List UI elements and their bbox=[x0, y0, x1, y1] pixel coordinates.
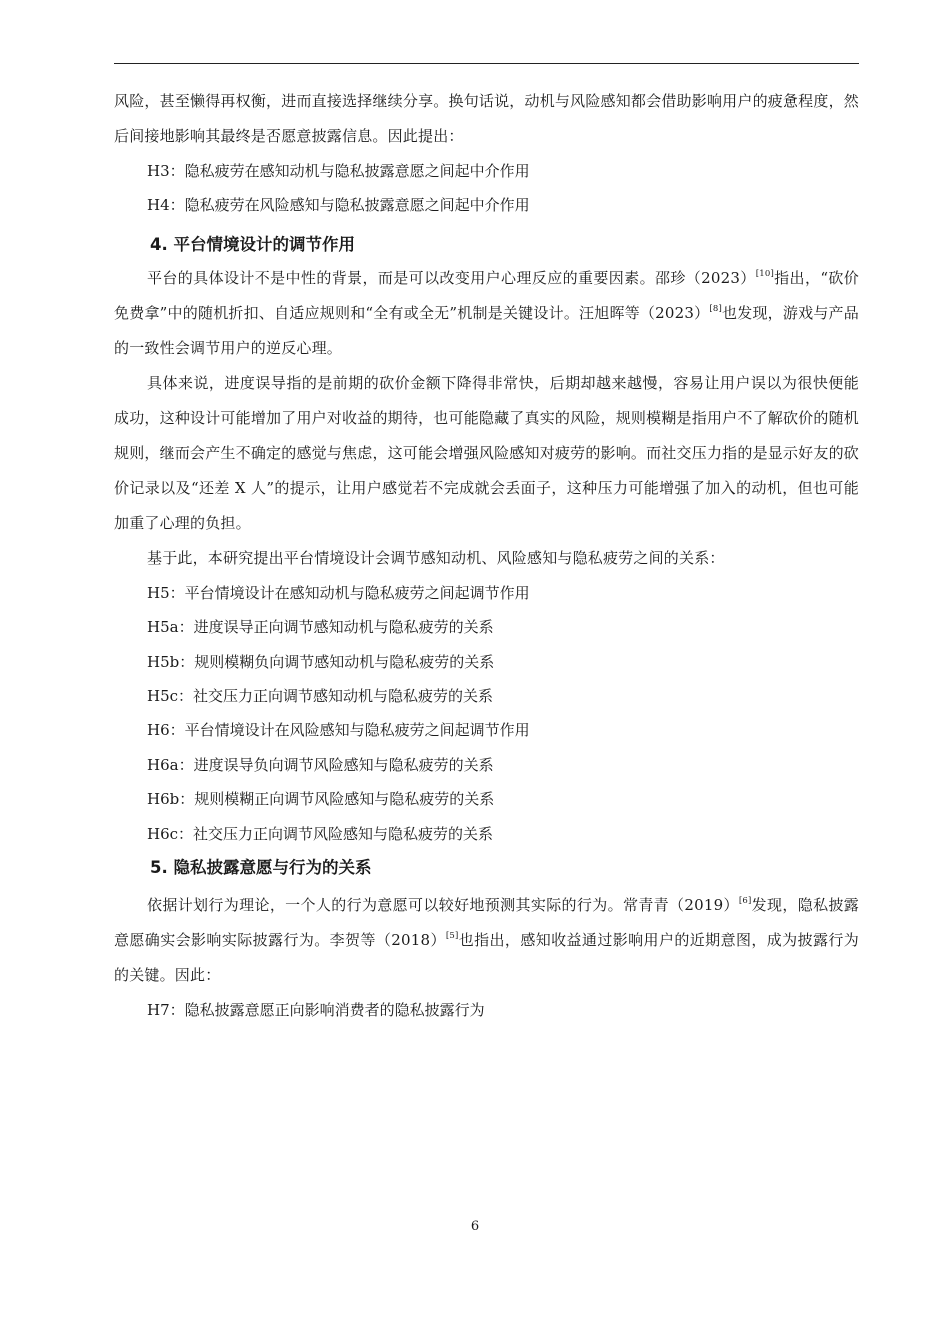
citation-ref: [10] bbox=[755, 268, 774, 279]
hypothesis-item: H6a：进度误导负向调节风险感知与隐私疲劳的关系 bbox=[147, 755, 494, 774]
hypothesis-item: H6：平台情境设计在风险感知与隐私疲劳之间起调节作用 bbox=[147, 721, 530, 740]
text-segment: 指出，“砍价免费拿”中的随机折扣、自适应规则和“全有或全无”机制是关键设计。汪旭晖等（2023） bbox=[114, 268, 859, 322]
paragraph-platform-design bbox=[114, 261, 859, 366]
paragraph-behavior bbox=[114, 888, 859, 993]
paragraph-continuation: 风险，甚至懒得再权衡，进而直接选择继续分享。换句话说，动机与风险感知都会借助影响用户的疲惫程度，然后间接地影响其最终是否愿意披露信息。因此提出： bbox=[114, 92, 859, 145]
hypothesis-item: H5c：社交压力正向调节感知动机与隐私疲劳的关系 bbox=[147, 687, 494, 706]
page-body bbox=[114, 84, 859, 1027]
page-number: 6 bbox=[470, 1219, 480, 1234]
text-segment: 发现，隐私披露意愿确实会影响实际披露行为。李贺等（2018） bbox=[114, 896, 859, 950]
hypothesis-item: H5：平台情境设计在感知动机与隐私疲劳之间起调节作用 bbox=[147, 583, 530, 602]
citation-ref: [6] bbox=[738, 896, 752, 907]
text-segment: 平台的具体设计不是中性的背景，而是可以改变用户心理反应的重要因素。邵珍（2023） bbox=[147, 268, 756, 287]
hypothesis-h4: H4：隐私疲劳在风险感知与隐私披露意愿之间起中介作用 bbox=[147, 196, 530, 215]
text-segment: 依据计划行为理论，一个人的行为意愿可以较好地预测其实际的行为。常青青（2019） bbox=[147, 896, 739, 915]
section-heading-5: 5. 隐私披露意愿与行为的关系 bbox=[150, 858, 372, 878]
citation-ref: [5] bbox=[445, 931, 459, 942]
section-heading-4: 4. 平台情境设计的调节作用 bbox=[150, 234, 355, 254]
text-segment: 也指出，感知收益通过影响用户的近期意图，成为披露行为的关键。因此： bbox=[114, 931, 860, 985]
hypothesis-item: H5b：规则模糊负向调节感知动机与隐私疲劳的关系 bbox=[147, 652, 495, 671]
header-rule bbox=[114, 63, 859, 64]
paragraph-design-details: 具体来说，进度误导指的是前期的砍价金额下降得非常快，后期却越来越慢，容易让用户误以为很快便能成功，这种设计可能增加了用户对收益的期待，也可能隐藏了真实的风险，规则模糊是指用户不了解砍价的随机规则，继而会产生不确定的感觉与焦虑，这可能会增强风险感知对疲劳的影响。而社交压力指的是显示好友的砍价记录以及“还差 X 人”的提示，让用户感觉若不完成就会丢面子，这种压力可能增强了加入的动机，但也可能加重了心理的负担。 bbox=[114, 373, 859, 532]
hypothesis-h7: H7：隐私披露意愿正向影响消费者的隐私披露行为 bbox=[147, 1001, 485, 1020]
hypothesis-item: H5a：进度误导正向调节感知动机与隐私疲劳的关系 bbox=[147, 618, 494, 637]
hypothesis-item: H6c：社交压力正向调节风险感知与隐私疲劳的关系 bbox=[147, 824, 494, 843]
hypothesis-item: H6b：规则模糊正向调节风险感知与隐私疲劳的关系 bbox=[147, 790, 495, 809]
paragraph-basis: 基于此，本研究提出平台情境设计会调节感知动机、风险感知与隐私疲劳之间的关系： bbox=[147, 548, 725, 567]
citation-ref: [8] bbox=[709, 303, 722, 314]
text-segment: 也发现，游戏与产品的一致性会调节用户的逆反心理。 bbox=[114, 303, 859, 357]
hypothesis-h3: H3：隐私疲劳在感知动机与隐私披露意愿之间起中介作用 bbox=[147, 162, 530, 180]
